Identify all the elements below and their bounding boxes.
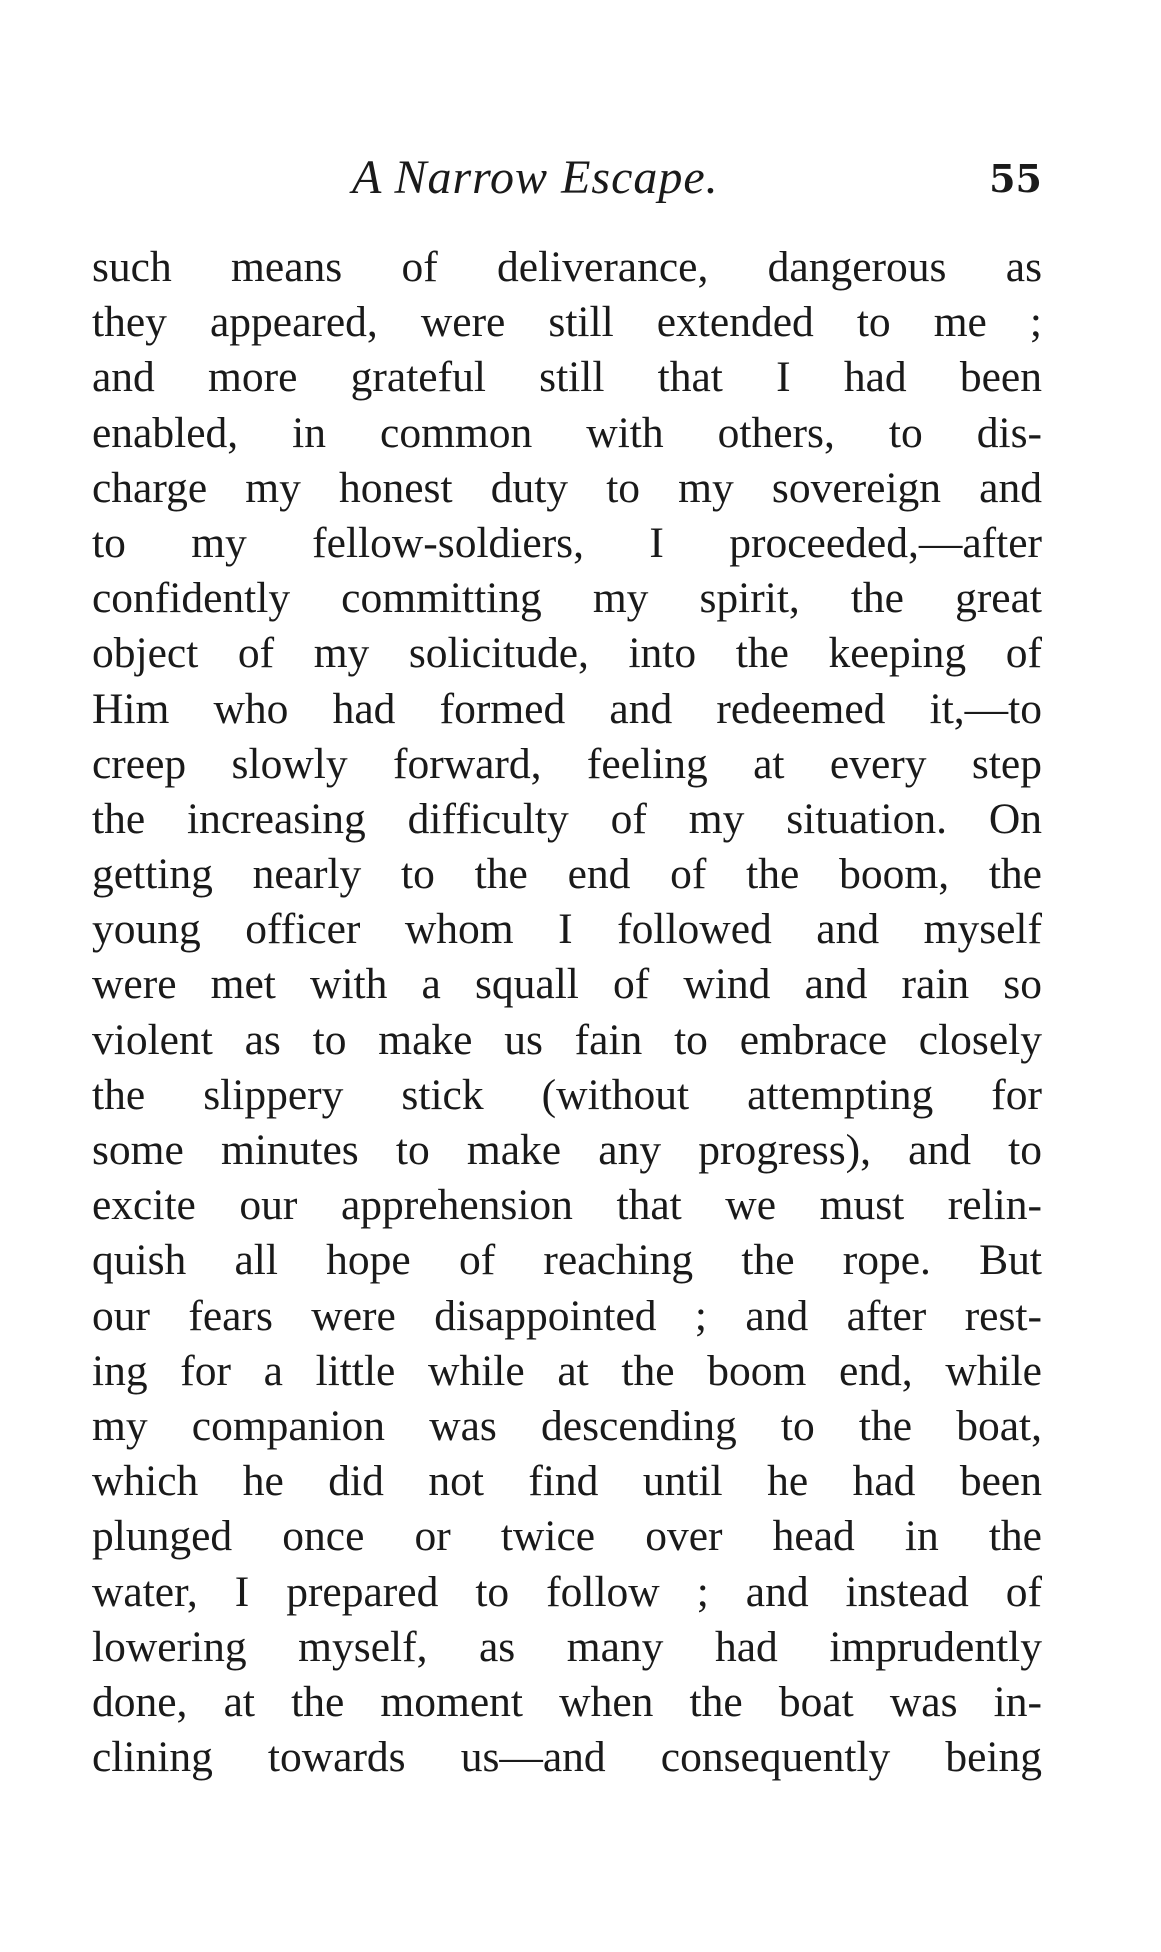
text-line: were met with a squall of wind and rain so (92, 960, 1042, 1009)
text-line: the increasing difficulty of my situation. On (92, 794, 1042, 843)
text-line: plunged once or twice over head in the (92, 1512, 1042, 1561)
text-line: such means of deliverance, dangerous as (92, 243, 1042, 291)
page-number: 55 (989, 156, 1042, 201)
text-line: violent as to make us fain to embrace closely (92, 1015, 1042, 1064)
text-line: enabled, in common with others, to dis- (92, 408, 1042, 457)
text-line: the slippery stick (without attempting for (92, 1070, 1042, 1119)
text-line: lowering myself, as many had imprudently (92, 1622, 1042, 1671)
text-line: they appeared, were still extended to me ; (92, 298, 1042, 347)
text-line: charge my honest duty to my sovereign and (92, 463, 1042, 512)
text-line: confidently committing my spirit, the great (92, 574, 1042, 623)
text-line: some minutes to make any progress), and to (92, 1126, 1042, 1174)
text-line: done, at the moment when the boat was in- (92, 1677, 1042, 1726)
text-line: creep slowly forward, feeling at every step (92, 739, 1042, 788)
text-line: clining towards us—and consequently being (92, 1733, 1042, 1782)
text-line: object of my solicitude, into the keeping of (92, 629, 1042, 678)
running-head (92, 150, 1042, 210)
text-line: quish all hope of reaching the rope. But (92, 1236, 1042, 1285)
text-line: water, I prepared to follow ; and instead of (92, 1567, 1042, 1616)
text-line: Him who had formed and redeemed it,—to (92, 684, 1042, 733)
text-line: getting nearly to the end of the boom, the (92, 850, 1042, 899)
text-line: ing for a little while at the boom end, while (92, 1346, 1042, 1395)
text-line: to my fellow-soldiers, I proceeded,—after (92, 518, 1042, 567)
text-line: young officer whom I followed and myself (92, 905, 1042, 954)
running-title: A Narrow Escape. (352, 151, 719, 204)
text-line: excite our apprehension that we must relin- (92, 1181, 1042, 1230)
body-text (92, 240, 1042, 1785)
text-line: my companion was descending to the boat, (92, 1401, 1042, 1450)
text-line: and more grateful still that I had been (92, 353, 1042, 402)
text-line: which he did not find until he had been (92, 1457, 1042, 1506)
text-line: our fears were disappointed ; and after rest- (92, 1291, 1042, 1340)
